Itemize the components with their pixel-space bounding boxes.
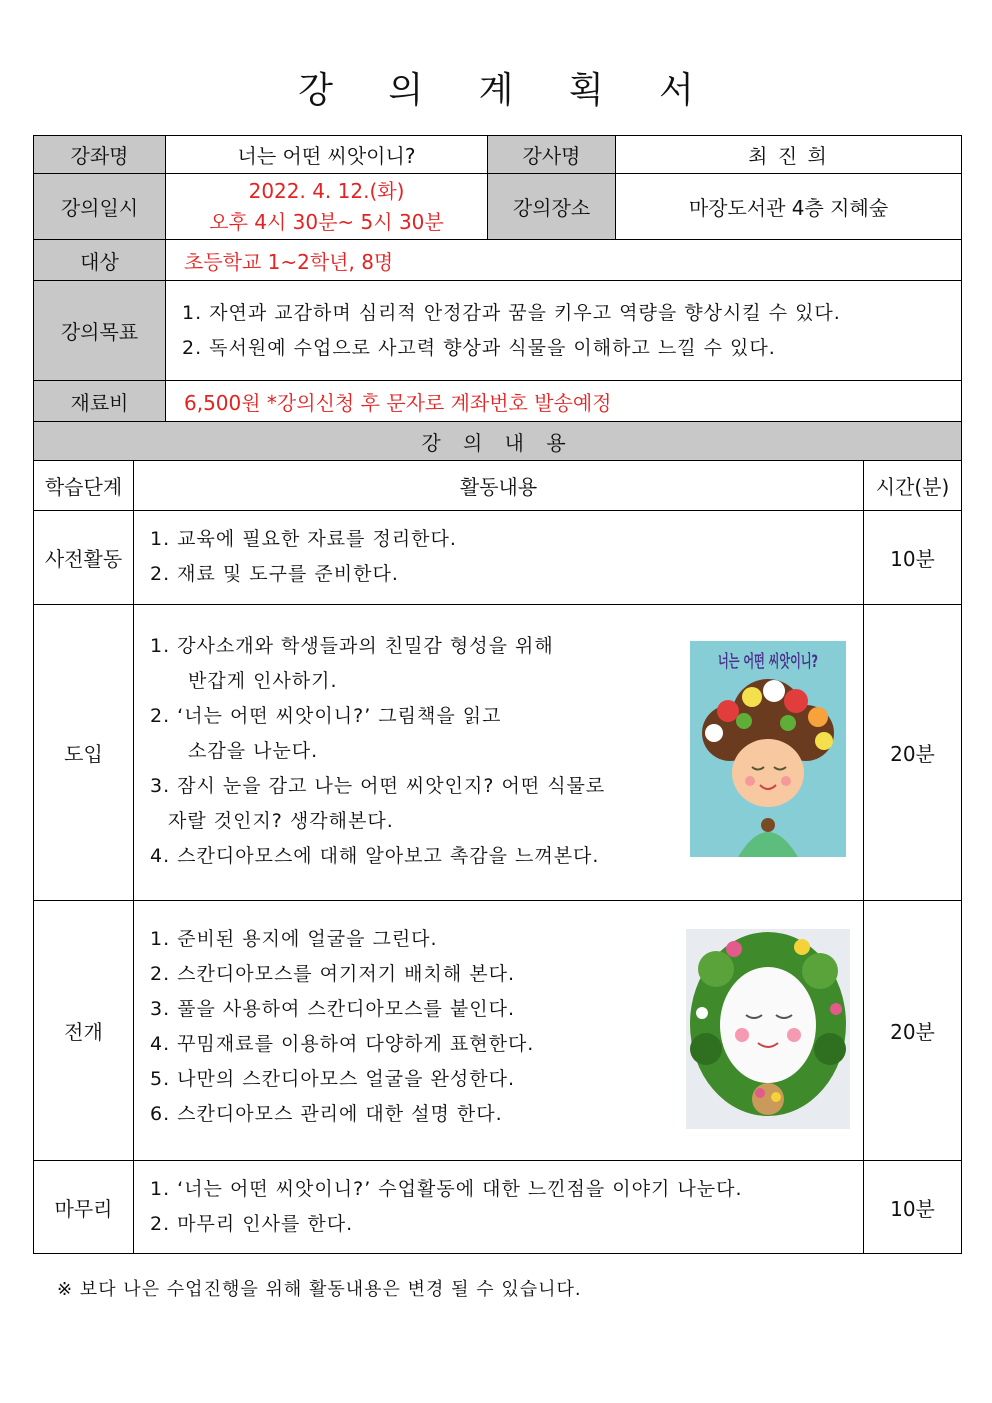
fee-label: 재료비 [34,381,166,422]
stage-row [34,1161,962,1254]
instructor-label: 강사명 [488,136,616,174]
stage-time: 10분 [864,511,962,605]
lecture-plan-table [33,135,962,1254]
goal-value [166,281,962,381]
activity-line: 6. 스칸디아모스 관리에 대한 설명 한다. [150,1103,503,1125]
stage-activity [134,605,872,901]
stage-time: 20분 [864,901,962,1161]
stage-row [34,511,962,605]
stage-time: 20분 [864,605,962,901]
activity-line: 1. ‘너는 어떤 씨앗이니?’ 수업활동에 대한 느낀점을 이야기 나눈다. [150,1178,743,1200]
activity-line: 반갑게 인사하기. [188,670,338,692]
content-header: 강 의 내 용 [34,422,962,461]
goal-label: 강의목표 [34,281,166,381]
col-stage-header: 학습단계 [34,461,134,511]
activity-line: 자랄 것인지? 생각해본다. [168,810,394,832]
stage-row [34,901,962,1161]
activity-line: 3. 풀을 사용하여 스칸디아모스를 붙인다. [150,998,515,1020]
target-value: 초등학교 1~2학년, 8명 [166,240,962,281]
activity-line: 2. ‘너는 어떤 씨앗이니?’ 그림책을 읽고 [150,705,502,727]
activity-line: 2. 재료 및 도구를 준비한다. [150,563,399,585]
footnote: ※ 보다 나은 수업진행을 위해 활동내용은 변경 될 수 있습니다. [57,1279,582,1300]
fee-value: 6,500원 *강의신청 후 문자로 계좌번호 발송예정 [166,381,962,422]
stage-activity [134,511,864,605]
activity-line: 4. 꾸밈재료를 이용하여 다양하게 표현한다. [150,1033,535,1055]
col-time-header: 시간(분) [864,461,962,511]
moss-face-craft-image [686,929,850,1129]
activity-line: 소감을 나눈다. [188,740,319,762]
date-line-2: 오후 4시 30분~ 5시 30분 [209,209,444,234]
stage-name: 사전활동 [34,511,134,605]
place-label: 강의장소 [488,174,616,240]
stage-row [34,605,962,901]
activity-line: 5. 나만의 스칸디아모스 얼굴을 완성한다. [150,1068,515,1090]
document-title: 강 의 계 획 서 [298,70,716,111]
activity-line: 1. 강사소개와 학생들과의 친밀감 형성을 위해 [150,635,554,657]
goal-line-2: 2. 독서원예 수업으로 사고력 향상과 식물을 이해하고 느낄 수 있다. [182,336,776,359]
date-value [166,174,488,240]
instructor-value: 최 진 희 [616,136,962,174]
target-label: 대상 [34,240,166,281]
activity-line: 2. 마무리 인사를 한다. [150,1213,354,1235]
stage-name: 마무리 [34,1161,134,1254]
date-line-1: 2022. 4. 12.(화) [248,178,405,203]
stage-name: 도입 [34,605,134,901]
book-cover-image [690,641,872,857]
course-value: 너는 어떤 씨앗이니? [166,136,488,174]
stage-time: 10분 [864,1161,962,1254]
activity-line: 1. 준비된 용지에 얼굴을 그린다. [150,928,438,950]
stage-activity [134,1161,864,1254]
stage-name: 전개 [34,901,134,1161]
place-value: 마장도서관 4층 지혜숲 [616,174,962,240]
activity-line: 4. 스칸디아모스에 대해 알아보고 촉감을 느껴본다. [150,845,600,867]
stage-activity [134,901,864,1161]
date-label: 강의일시 [34,174,166,240]
course-label: 강좌명 [34,136,166,174]
activity-line: 1. 교육에 필요한 자료를 정리한다. [150,528,457,550]
book-title-text: 너는 어떤 씨앗이니? [718,652,872,672]
col-activity-header: 활동내용 [134,461,864,511]
goal-line-1: 1. 자연과 교감하며 심리적 안정감과 꿈을 키우고 역량을 향상시킬 수 있다. [182,301,841,324]
activity-line: 2. 스칸디아모스를 여기저기 배치해 본다. [150,963,515,985]
activity-line: 3. 잠시 눈을 감고 나는 어떤 씨앗인지? 어떤 식물로 [150,775,606,797]
